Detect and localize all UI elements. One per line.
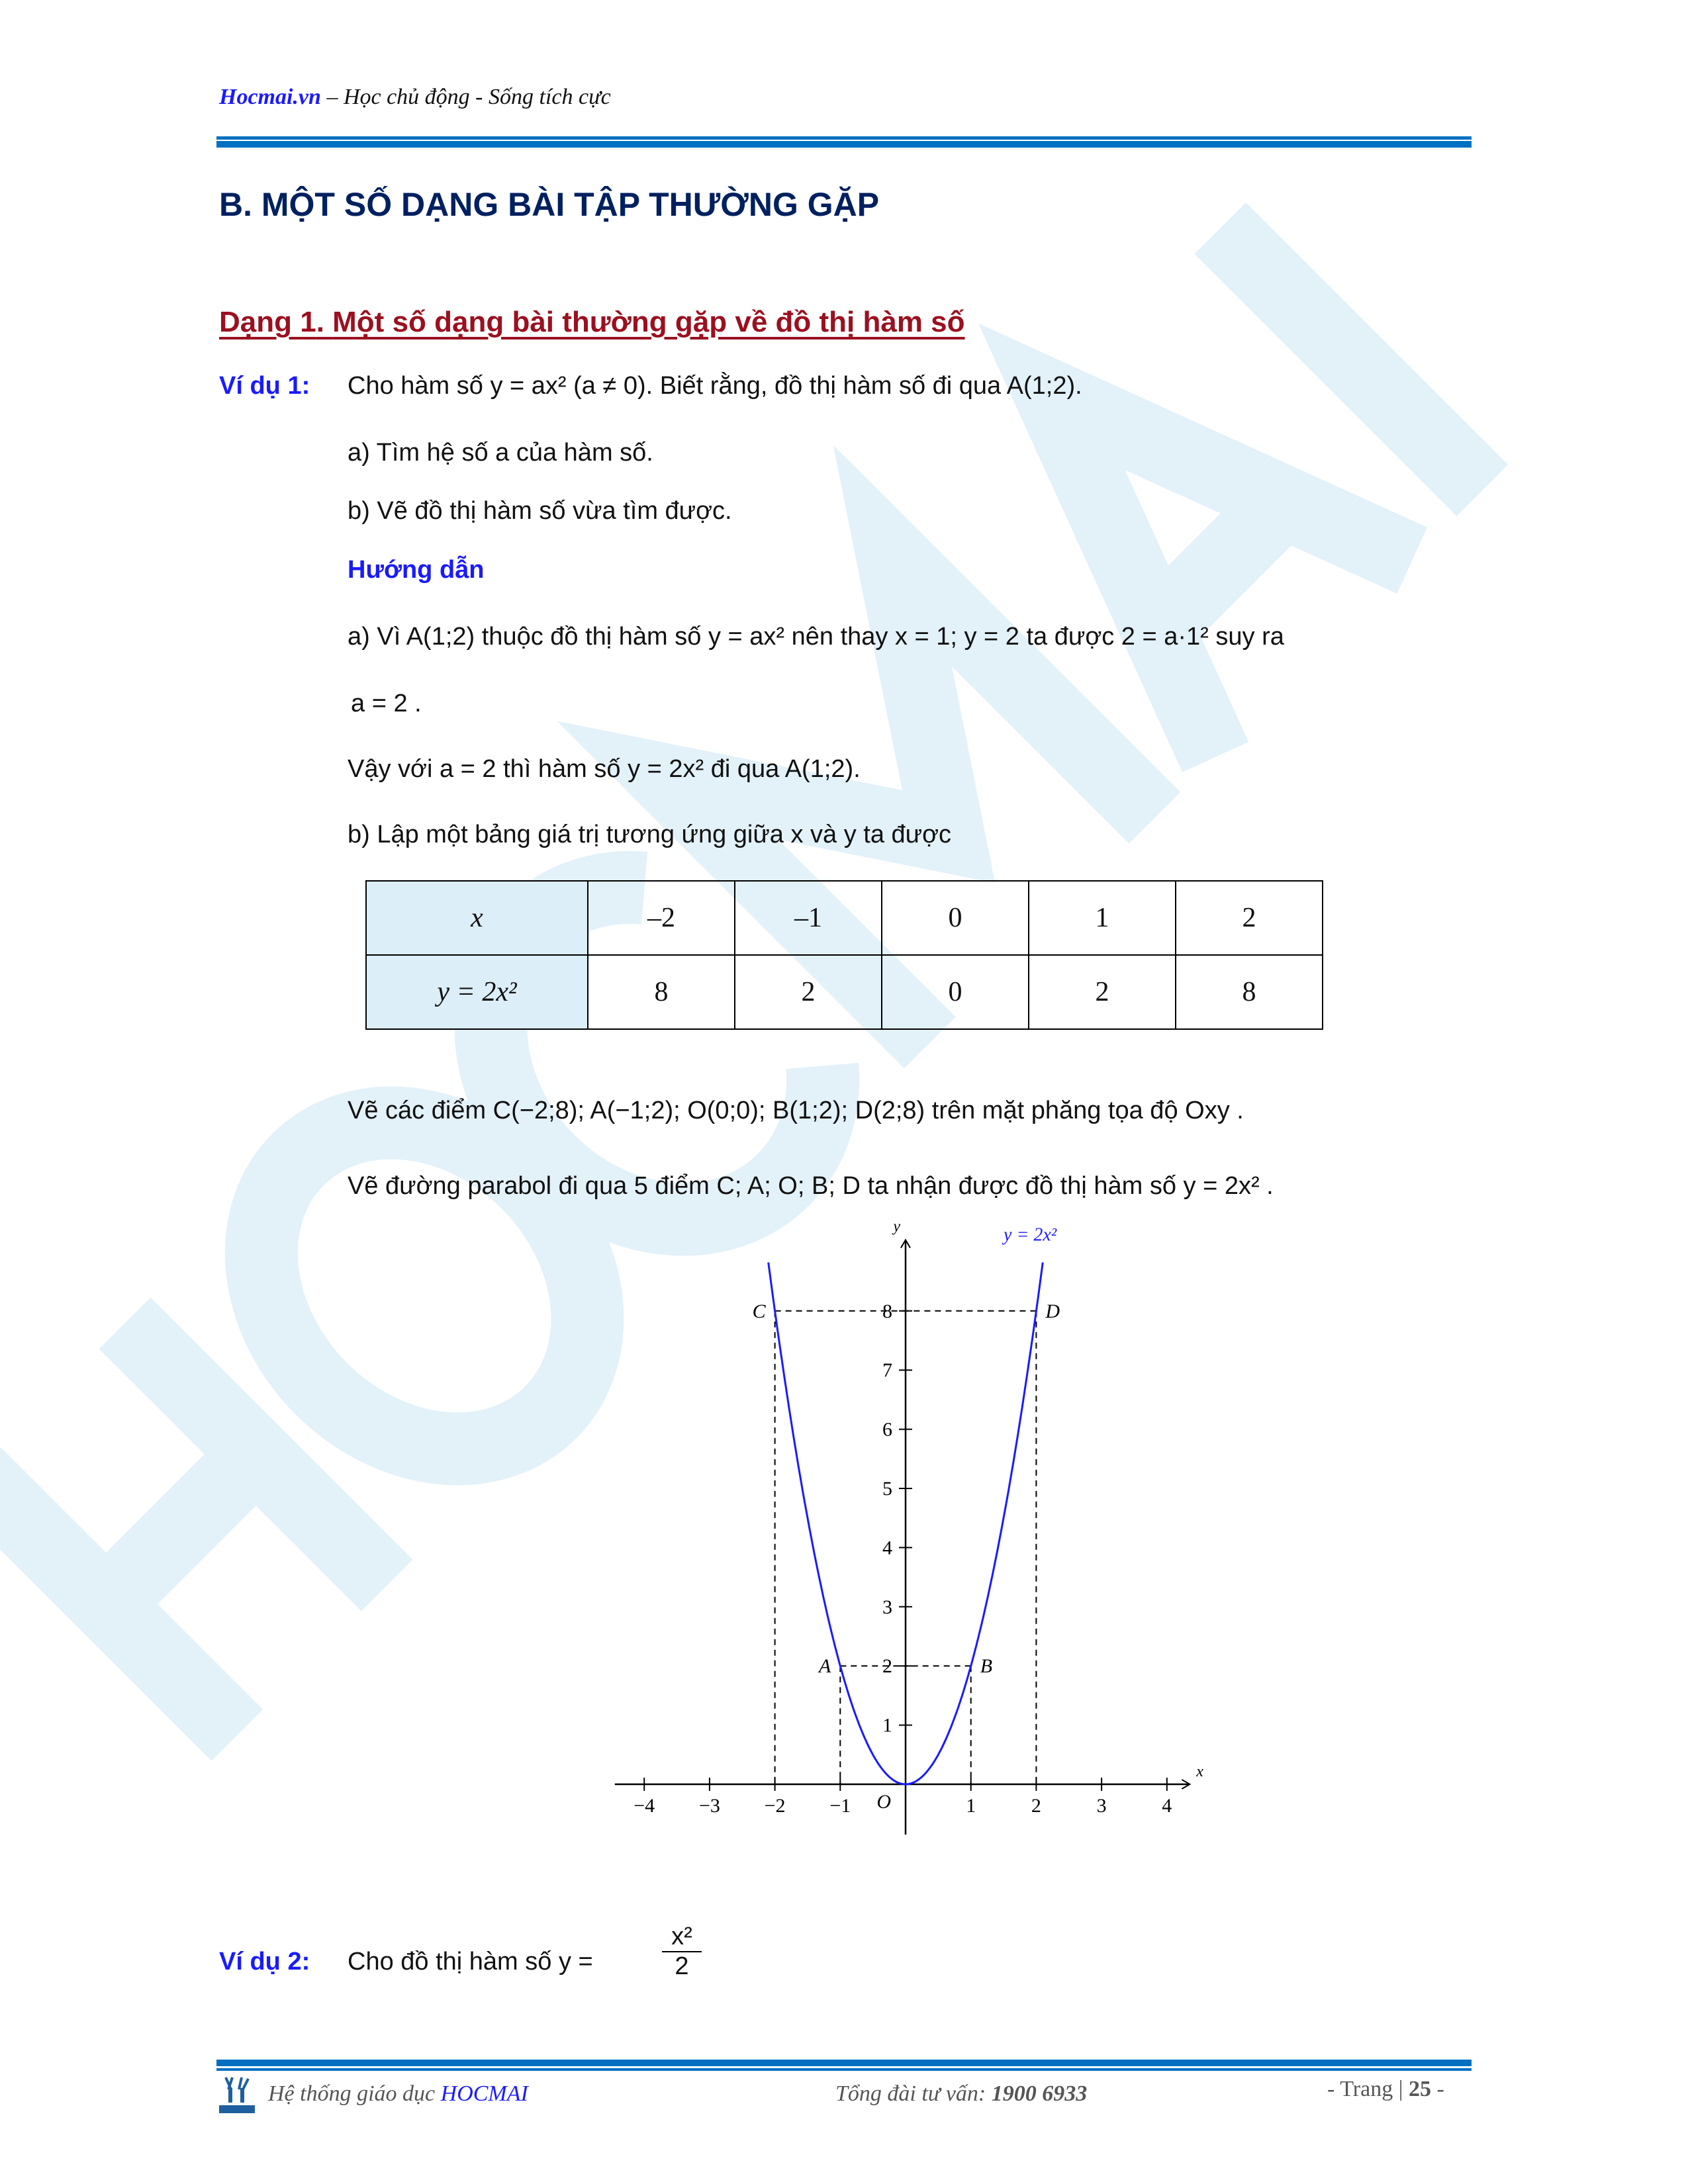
table-cell: 0 [882,881,1029,955]
footer-hotline-number: 1900 6933 [991,2081,1088,2106]
page-header [219,85,611,110]
parabola-line: Vẽ đường parabol đi qua 5 điểm C; A; O; B; D ta nhận được đồ thị hàm số y = 2x² . [348,1172,1274,1200]
points-line: Vẽ các điểm C(−2;8); A(−1;2); O(0;0); B(1;2); D(2;8) trên mặt phăng tọa độ Oxy . [348,1097,1244,1124]
point-label-A: A [818,1655,831,1678]
point-label-D: D [1045,1300,1060,1322]
y-tick-label: 8 [882,1300,892,1322]
y-tick-label: 1 [882,1714,892,1737]
footer-rule-thin [216,2068,1472,2071]
type-heading-title: Một số dạng bài thường gặp về đồ thị hàm số [332,306,965,338]
y-tick-label: 6 [882,1418,892,1441]
header-rule-thick [216,141,1472,148]
header-rule-thin [216,136,1472,140]
y-tick-label: 3 [882,1596,892,1618]
footer-hotline-label: Tổng đài tư vấn: [835,2081,992,2106]
watermark-letter-i [1220,228,1482,490]
example2-statement: Cho đồ thị hàm số y = [348,1948,593,1976]
y-tick-label: 5 [882,1478,892,1500]
solution-b-intro: b) Lập một bảng giá trị tương ứng giữa x và y ta được [348,821,952,848]
table-cell: 1 [1029,881,1176,955]
section-title: B. MỘT SỐ DẠNG BÀI TẬP THƯỜNG GẶP [219,186,880,223]
footer-rule-thick [216,2060,1472,2066]
curve-label: y = 2x² [1004,1224,1057,1246]
table-cell: 2 [735,955,882,1029]
example1-part-a: a) Tìm hệ số a của hàm số. [348,439,653,467]
table-header-y: y = 2x² [366,955,588,1029]
fraction-denominator: 2 [675,1952,689,1980]
example2-fraction [662,1923,702,1981]
table-row [366,955,1323,1029]
header-brand: Hocmai.vn [219,85,321,109]
x-tick-label: 1 [966,1795,976,1817]
table-row [366,881,1323,955]
example1-statement: Cho hàm số y = ax² (a ≠ 0). Biết rằng, đồ thị hàm số đi qua A(1;2). [348,372,1082,400]
solution-a-line1: a) Vì A(1;2) thuộc đồ thị hàm số y = ax² nên thay x = 1; y = 2 ta được 2 = a·1² suy ra [348,623,1284,651]
point-label-C: C [752,1300,766,1322]
type-heading-prefix: Dạng 1 [219,306,316,338]
table-cell: –2 [588,881,735,955]
table-cell: 8 [1176,955,1323,1029]
header-slogan: – Học chủ động - Sống tích cực [320,85,611,109]
table-cell: 2 [1029,955,1176,1029]
footer-page-prefix: - Trang | [1327,2077,1409,2101]
parabola-graph [596,1211,1225,1906]
footer-system-brand: HOCMAI [440,2081,528,2106]
footer-system [268,2081,528,2107]
x-tick-label: −3 [698,1795,720,1817]
x-tick-label: −1 [829,1795,851,1817]
y-tick-label: 7 [882,1359,892,1382]
example2-label: Ví dụ 2: [219,1948,310,1976]
solution-a-line2: a = 2 . [351,690,422,717]
y-axis-label: y [893,1218,900,1236]
x-tick-label: 2 [1031,1795,1041,1817]
footer-page [1327,2077,1444,2102]
table-cell: 0 [882,955,1029,1029]
type-heading: Dạng 1. Một số dạng bài thường gặp về đồ thị hàm số [219,306,965,338]
hocmai-logo-icon [219,2075,255,2113]
table-cell: 8 [588,955,735,1029]
table-cell: –1 [735,881,882,955]
y-tick-label: 4 [882,1537,892,1559]
point-label-B: B [980,1655,993,1678]
x-tick-label: −2 [764,1795,786,1817]
x-tick-label: 4 [1162,1795,1172,1817]
fraction-numerator: x² [662,1923,702,1952]
x-tick-label: −4 [633,1795,655,1817]
y-tick-label: 2 [882,1655,892,1678]
solution-a-line3: Vậy với a = 2 thì hàm số y = 2x² đi qua A(1;2). [348,755,861,783]
table-header-x: x [366,881,588,955]
x-axis-label: x [1196,1763,1203,1780]
page-number: 25 [1409,2077,1432,2101]
value-table [365,880,1323,1030]
table-cell: 2 [1176,881,1323,955]
origin-label: O [876,1791,891,1813]
x-tick-label: 3 [1096,1795,1107,1817]
footer-page-suffix: - [1431,2077,1444,2101]
footer-system-text: Hệ thống giáo dục [268,2081,441,2106]
example1-label: Ví dụ 1: [219,372,310,400]
footer-hotline [835,2081,1087,2107]
guide-label: Hướng dẫn [348,556,485,584]
example1-part-b: b) Vẽ đồ thị hàm số vừa tìm được. [348,497,732,525]
